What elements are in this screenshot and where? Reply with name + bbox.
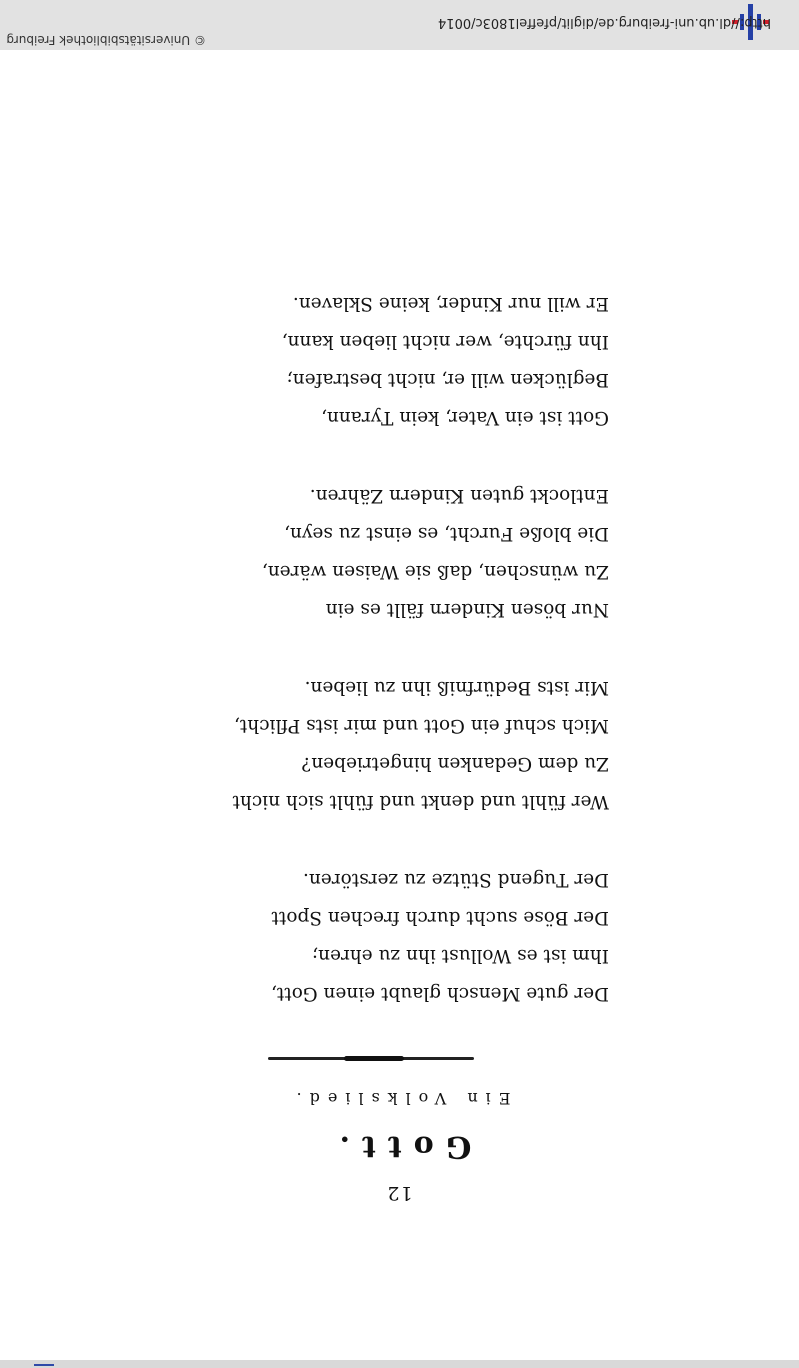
poem-line: Die bloße Furcht, es einst zu seyn,	[284, 523, 609, 544]
poem-body	[149, 244, 609, 1012]
poem-line: Der Tugend Stütze zu zerstören.	[303, 869, 609, 890]
stanza-4	[149, 284, 609, 436]
poem-line: Er will nur Kinder, keine Sklaven.	[292, 293, 609, 314]
viewer-footer	[0, 0, 799, 50]
stanza-1	[149, 860, 609, 1012]
poem-line: Zu wünschen, daß sie Waisen wären,	[261, 561, 609, 582]
poem-line: Ihm ist es Wollust ihn zu ehren;	[311, 945, 609, 966]
poem-line: Ihn fürchte, wer nicht lieben kann,	[281, 331, 609, 352]
poem-line: Entlockt guten Kindern Zähren.	[309, 485, 609, 506]
poem-line: Der gute Mensch glaubt einen Gott,	[270, 983, 609, 1004]
copyright-text: © Universitätsbibliothek Freiburg	[6, 33, 206, 47]
poem-subtitle: Ein Volkslied.	[288, 1089, 511, 1108]
page-number: 12	[386, 1182, 413, 1204]
poem-line: Beglücken will er, nicht bestrafen;	[286, 369, 609, 390]
viewer-top-bar	[0, 1360, 799, 1368]
poem-line: Der Böse sucht durch frechen Spott	[271, 907, 609, 928]
poem-line: Mich schuf ein Gott und mir ists Pflicht,	[233, 715, 609, 736]
poem-title: Gott.	[327, 1129, 472, 1164]
poem-line: Wer fühlt und denkt und fühlt sich nicht	[232, 791, 609, 812]
bar-mark	[34, 1360, 54, 1366]
stanza-3	[149, 476, 609, 628]
poem-line: Gott ist ein Vater, kein Tyrann,	[321, 407, 609, 428]
poem-line: Mir ists Bedürfniß ihn zu lieben.	[304, 677, 609, 698]
stanza-2	[149, 668, 609, 820]
poem-line: Zu dem Gedanken hingetrieben?	[301, 753, 609, 774]
title-rule	[268, 1057, 474, 1060]
page-url-link[interactable]: http://dl.ub.uni-freiburg.de/diglit/pfeffel1803c/0014	[438, 15, 771, 30]
scanned-page	[0, 50, 799, 1360]
poem-line: Nur bösen Kindern fällt es ein	[325, 599, 609, 620]
